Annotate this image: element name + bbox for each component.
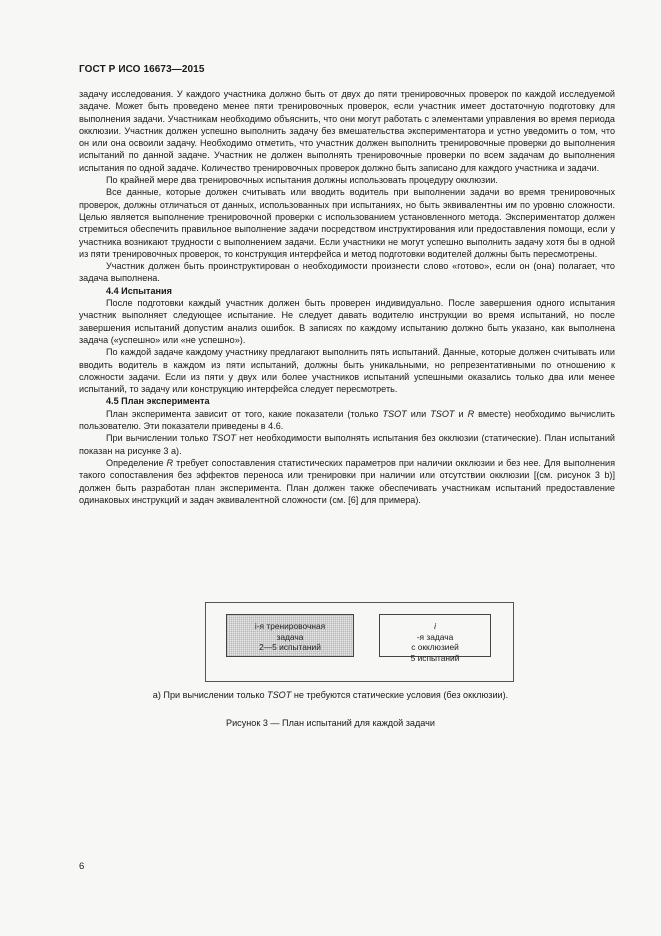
text-run-italic: R xyxy=(166,457,174,468)
paragraph: Все данные, которые должен считывать или вводить водитель при выполнении задачи во время тренировочных проверок, должны отличаться от данных, использованных при испытаниях, но быть эквивалентны им по уровню сложности. Целью является выполнение тренировочной проверки с использованием установленного метода. Экспериментатор должен стремиться обеспечить правильное выполнение задачи посредством инструктирования или предоставления помощи, если у участника возникают трудности с выполнением задачи. Если участники не могут успешно выполнить задачу хотя бы в одной из пяти тренировочных проверок, то конструкция интерфейса и метод подготовки водителей должны быть пересмотрены. xyxy=(79,187,615,259)
body-text xyxy=(79,88,615,506)
paragraph: После подготовки каждый участник должен быть проверен индивидуально. После завершения одного испытания участник выполняет следующее испытание. Не следует давать водителю инструкции во время испытаний, но после завершения испытаний допустим анализ ошибок. В записях по каждому испытанию должно быть указано, как выполнена задача («успешно» или «не успешно»). xyxy=(79,298,615,345)
text-run: а) При вычислении только xyxy=(152,690,268,700)
page-number: 6 xyxy=(79,861,85,872)
box-label: 5 испытаний xyxy=(410,652,460,663)
text-run-italic: TSOT xyxy=(430,408,455,419)
box-label: 2—5 испытаний xyxy=(259,642,321,652)
figure-subcaption-a xyxy=(0,690,661,700)
text-run: или xyxy=(406,408,431,419)
text-run: Определение xyxy=(106,457,167,468)
text-run: -я задача xyxy=(416,631,454,642)
section-heading-4-5: 4.5 План эксперимента xyxy=(106,396,210,407)
training-task-box xyxy=(226,614,354,657)
text-run: нет необходимости выполнять испытания без окклюзии (статические). План испытаний показан на рисунке 3 а). xyxy=(79,433,615,456)
text-run: При вычислении только xyxy=(106,433,212,444)
paragraph: задачу исследования. У каждого участника должно быть от двух до пяти тренировочных проверок по каждой исследуемой задаче. Может быть проведено менее пяти тренировочных проверок, если участник имеет достаточную подготовку для выполнения задачи. Участникам необходимо объяснить, что они могут работать с элементами управления во время периода окклюзии. Участник должен успешно выполнить задачу без вмешательства экспериментатора и устно уведомить о том, что он или она освоили задачу. Необходимо отметить, что участник должен выполнить тренировочные проверки до выполнения испытаний по данной задаче. Участник не должен выполнять тренировочные проверки по всем задачам до выполнения испытания по одной задаче. Количество тренировочных проверок должно быть записано для каждого участника и задачи. xyxy=(79,89,615,173)
text-run-italic: TSOT xyxy=(267,690,292,700)
box-label: задача xyxy=(276,631,304,642)
figure-title: Рисунок 3 — План испытаний для каждой задачи xyxy=(226,718,435,728)
text-run: вместе) необходимо вычислить пользователю. Эти показатели приведены в 4.6. xyxy=(79,408,615,432)
text-run: не требуются статические условия (без окклюзии). xyxy=(291,690,509,700)
paragraph xyxy=(79,408,615,433)
paragraph xyxy=(79,457,615,506)
paragraph xyxy=(79,432,615,457)
figure-3-frame xyxy=(205,602,514,682)
paragraph: Участник должен быть проинструктирован о необходимости произнести слово «готово», если он (она) полагает, что задача выполнена. xyxy=(79,261,615,284)
paragraph: По каждой задаче каждому участнику предлагают выполнить пять испытаний. Данные, которые должен считывать или вводить водитель в каждом из пяти испытаний, должны быть уникальными, но репрезентативными по отношению к сложности задачи. Если из пяти у двух или более участников испытаний успешными оказались только два или менее испытаний, то задачу или конструкцию интерфейса следует пересмотреть. xyxy=(79,347,615,395)
text-run: требует сопоставления статистических параметров при наличии окклюзии и без нее. Для выполнения такого сопоставления без эффектов переноса или тренировки при наличии или отсутствии окклюзии [(см. рисунок 3 b)] должен быть разработан план эксперимента. План должен также обеспечивать участникам испытаний предоставление одинаковых инструкций и задач эквивалентной сложности (см. [6] для примера). xyxy=(79,457,615,505)
text-run-italic: TSOT xyxy=(382,408,407,419)
paragraph: По крайней мере два тренировочных испытания должны использовать процедуру окклюзии. xyxy=(106,175,498,186)
document-header: ГОСТ Р ИСО 16673—2015 xyxy=(79,64,205,75)
text-run: План эксперимента зависит от того, какие показатели (только xyxy=(106,408,383,419)
box-label: i-я тренировочная xyxy=(254,621,326,631)
occlusion-task-box xyxy=(379,614,491,663)
box-label xyxy=(380,621,490,642)
text-run-italic: TSOT xyxy=(211,433,236,444)
text-run-italic: R xyxy=(467,408,475,419)
section-heading-4-4: 4.4 Испытания xyxy=(106,285,172,296)
box-label: с окклюзией xyxy=(411,642,459,652)
text-run-italic: i xyxy=(434,621,436,631)
text-run: и xyxy=(454,408,468,419)
